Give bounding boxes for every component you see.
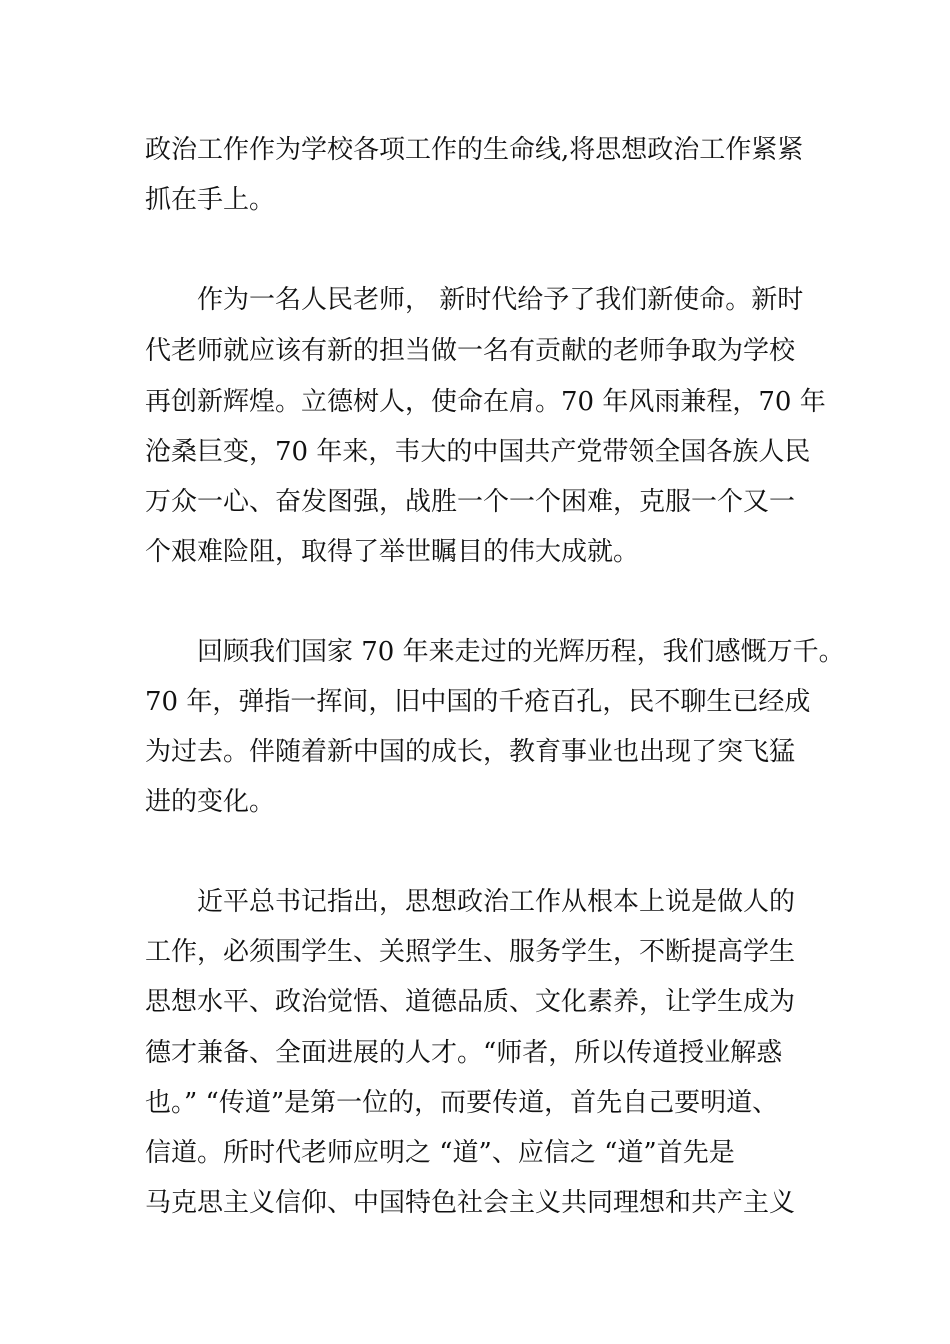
- text-line: 再创新辉煌。立德树人，使命在肩。70 年风雨兼程，70 年: [145, 387, 826, 417]
- text-line: 工作，必须围学生、关照学生、服务学生，不断提高学生: [145, 937, 796, 967]
- text-line: 政治工作作为学校各项工作的生命线,将思想政治工作紧紧: [145, 135, 804, 165]
- text-line: 也。” “传道”是第一位的，而要传道，首先自己要明道、: [145, 1088, 779, 1118]
- text-line: 为过去。伴随着新中国的成长，教育事业也出现了突飞猛: [145, 737, 796, 767]
- text-line: 进的变化。: [145, 787, 276, 817]
- text-line: 万众一心、奋发图强，战胜一个一个困难，克服一个又一: [145, 487, 796, 517]
- text-line: 沧桑巨变，70 年来，韦大的中国共产党带领全国各族人民: [145, 437, 811, 467]
- text-line: 抓在手上。: [145, 185, 276, 215]
- text-line: 代老师就应该有新的担当做一名有贡献的老师争取为学校: [145, 336, 796, 366]
- text-line: 回顾我们国家 70 年来走过的光辉历程，我们感慨万千。: [197, 637, 845, 667]
- text-line: 德才兼备、全面进展的人才。“师者，所以传道授业解惑: [145, 1038, 783, 1068]
- text-line: 马克思主义信仰、中国特色社会主义共同理想和共产主义: [145, 1188, 796, 1218]
- text-line: 70 年，弹指一挥间，旧中国的千疮百孔，民不聊生已经成: [145, 687, 811, 717]
- text-line: 作为一名人民老师， 新时代给予了我们新使命。新时: [197, 285, 804, 315]
- text-line: 个艰难险阻，取得了举世瞩目的伟大成就。: [145, 537, 640, 567]
- text-line: 信道。所时代老师应明之 “道”、应信之 “道”首先是: [145, 1138, 735, 1168]
- text-line: 思想水平、政治觉悟、道德品质、文化素养，让学生成为: [145, 987, 796, 1017]
- text-line: 近平总书记指出，思想政治工作从根本上说是做人的: [197, 887, 796, 917]
